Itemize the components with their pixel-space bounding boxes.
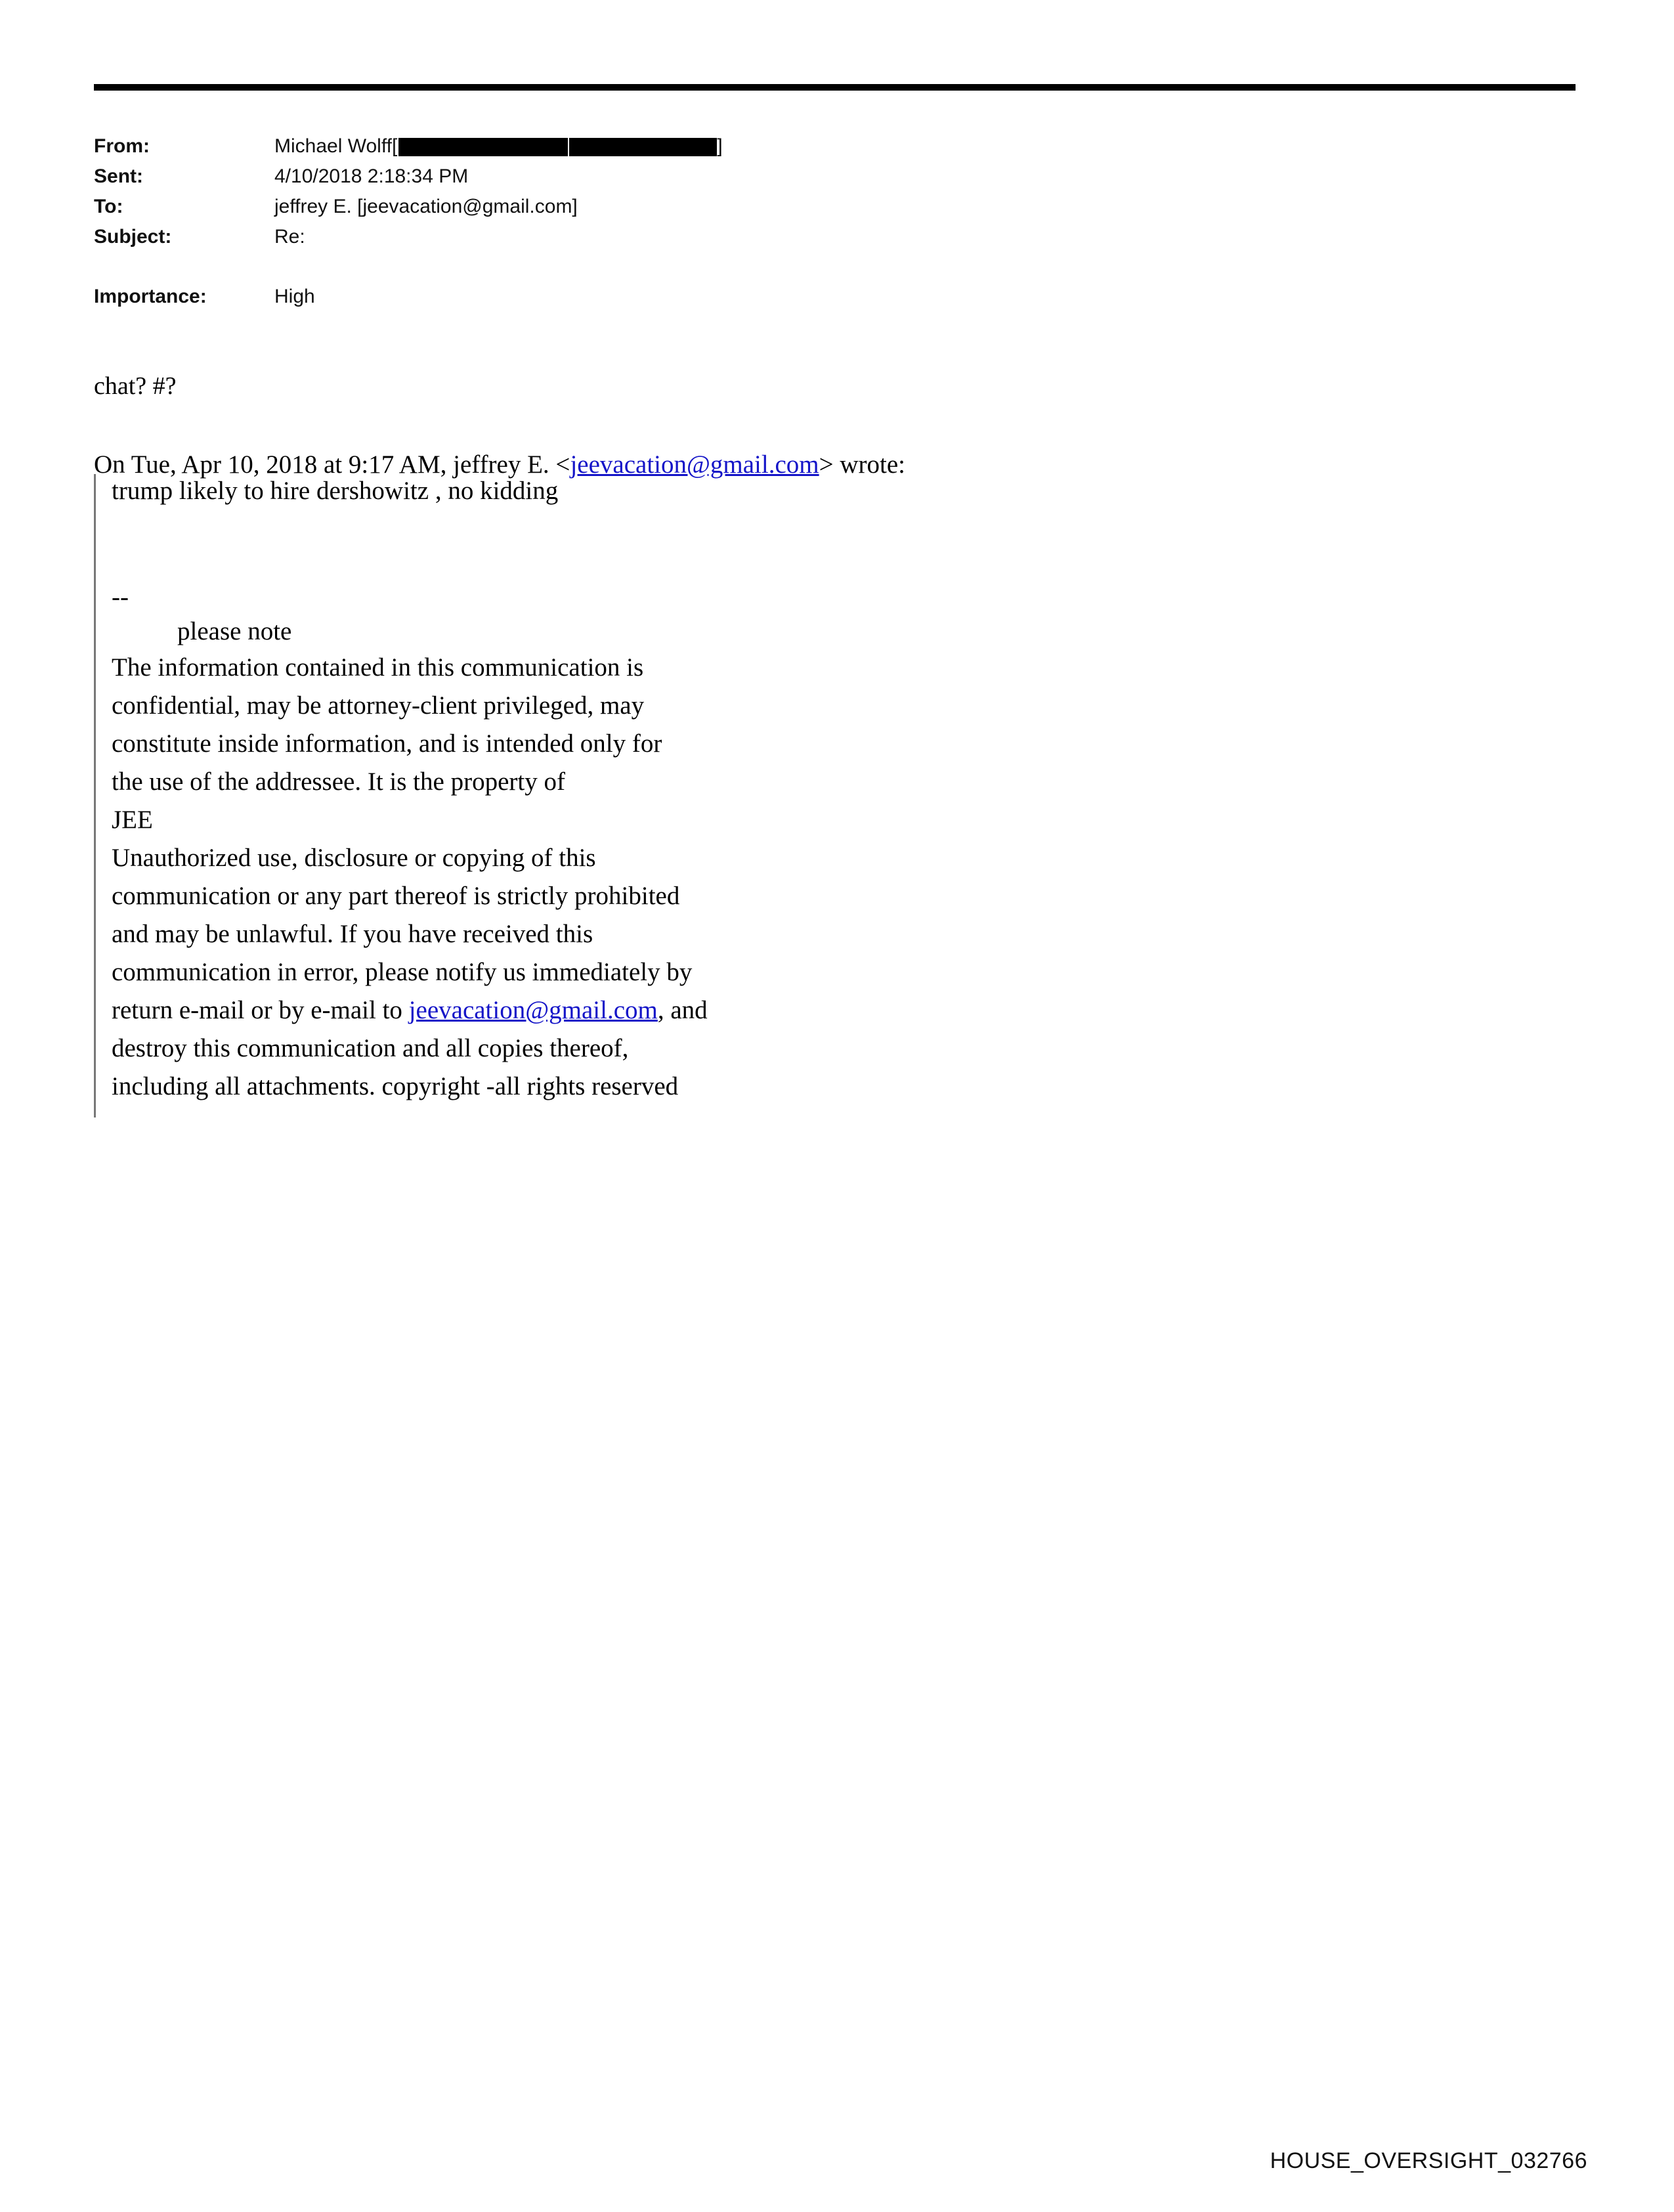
quote-attribution-prefix: On Tue, Apr 10, 2018 at 9:17 AM, jeffrey E. <: [94, 450, 570, 479]
header-row-to: [94, 192, 1407, 222]
disclaimer-line: communication in error, please notify us immediately by: [112, 958, 693, 986]
header-label-from: From:: [94, 135, 150, 157]
header-label-sent: Sent:: [94, 165, 144, 187]
header-row-subject: [94, 222, 1407, 252]
disclaimer-line: confidential, may be attorney-client privileged, may: [112, 691, 645, 720]
disclaimer-email-link[interactable]: jeevacation@gmail.com: [408, 996, 658, 1024]
confidentiality-disclaimer: [112, 649, 1013, 1106]
redaction-bar-from-1: [398, 138, 568, 156]
email-header-block: [94, 131, 1407, 312]
disclaimer-line: JEE: [112, 806, 153, 834]
quote-sender-email-link[interactable]: jeevacation@gmail.com: [570, 450, 819, 479]
email-body-first-line: chat? #?: [94, 372, 177, 400]
disclaimer-line: constitute inside information, and is intended only for: [112, 729, 662, 758]
from-bracket-open: [: [391, 135, 398, 157]
signature-separator: --: [112, 583, 129, 611]
header-label-subject: Subject:: [94, 226, 172, 248]
header-value-from: Michael Wolff[ ]: [274, 135, 723, 157]
header-row-sent: [94, 162, 1407, 192]
disclaimer-return-suffix: , and: [657, 996, 708, 1024]
header-row-from: [94, 131, 1407, 162]
disclaimer-line: destroy this communication and all copies thereof,: [112, 1034, 629, 1062]
disclaimer-line: communication or any part thereof is strictly prohibited: [112, 882, 680, 910]
header-label-to: To:: [94, 196, 123, 217]
disclaimer-line: The information contained in this communication is: [112, 653, 644, 682]
header-value-subject: Re:: [274, 226, 305, 248]
quoted-spacer: [112, 508, 1013, 580]
header-label-importance: Importance:: [94, 286, 207, 307]
disclaimer-line: Unauthorized use, disclosure or copying of this: [112, 844, 596, 872]
quote-attribution-suffix: > wrote:: [819, 450, 906, 479]
from-bracket-close: ]: [717, 135, 723, 157]
disclaimer-line: and may be unlawful. If you have received this: [112, 920, 593, 948]
disclaimer-line-with-link: [112, 991, 1013, 1030]
header-top-rule: [94, 84, 1576, 91]
disclaimer-line: including all attachments. copyright -all rights reserved: [112, 1072, 679, 1100]
header-value-sent: 4/10/2018 2:18:34 PM: [274, 165, 469, 187]
header-value-importance: High: [274, 286, 315, 307]
header-row-importance: [94, 282, 1407, 312]
disclaimer-return-prefix: return e-mail or by e-mail to: [112, 996, 409, 1024]
quoted-message-block: [94, 474, 1013, 1117]
quoted-message-text: trump likely to hire dershowitz , no kidding: [112, 477, 559, 505]
header-value-to: jeffrey E. [jeevacation@gmail.com]: [274, 196, 578, 217]
please-note-line: please note: [177, 617, 292, 645]
disclaimer-line: the use of the addressee. It is the property of: [112, 768, 565, 796]
redaction-bar-from-2: [569, 138, 717, 156]
bates-number: HOUSE_OVERSIGHT_032766: [1270, 2148, 1587, 2173]
